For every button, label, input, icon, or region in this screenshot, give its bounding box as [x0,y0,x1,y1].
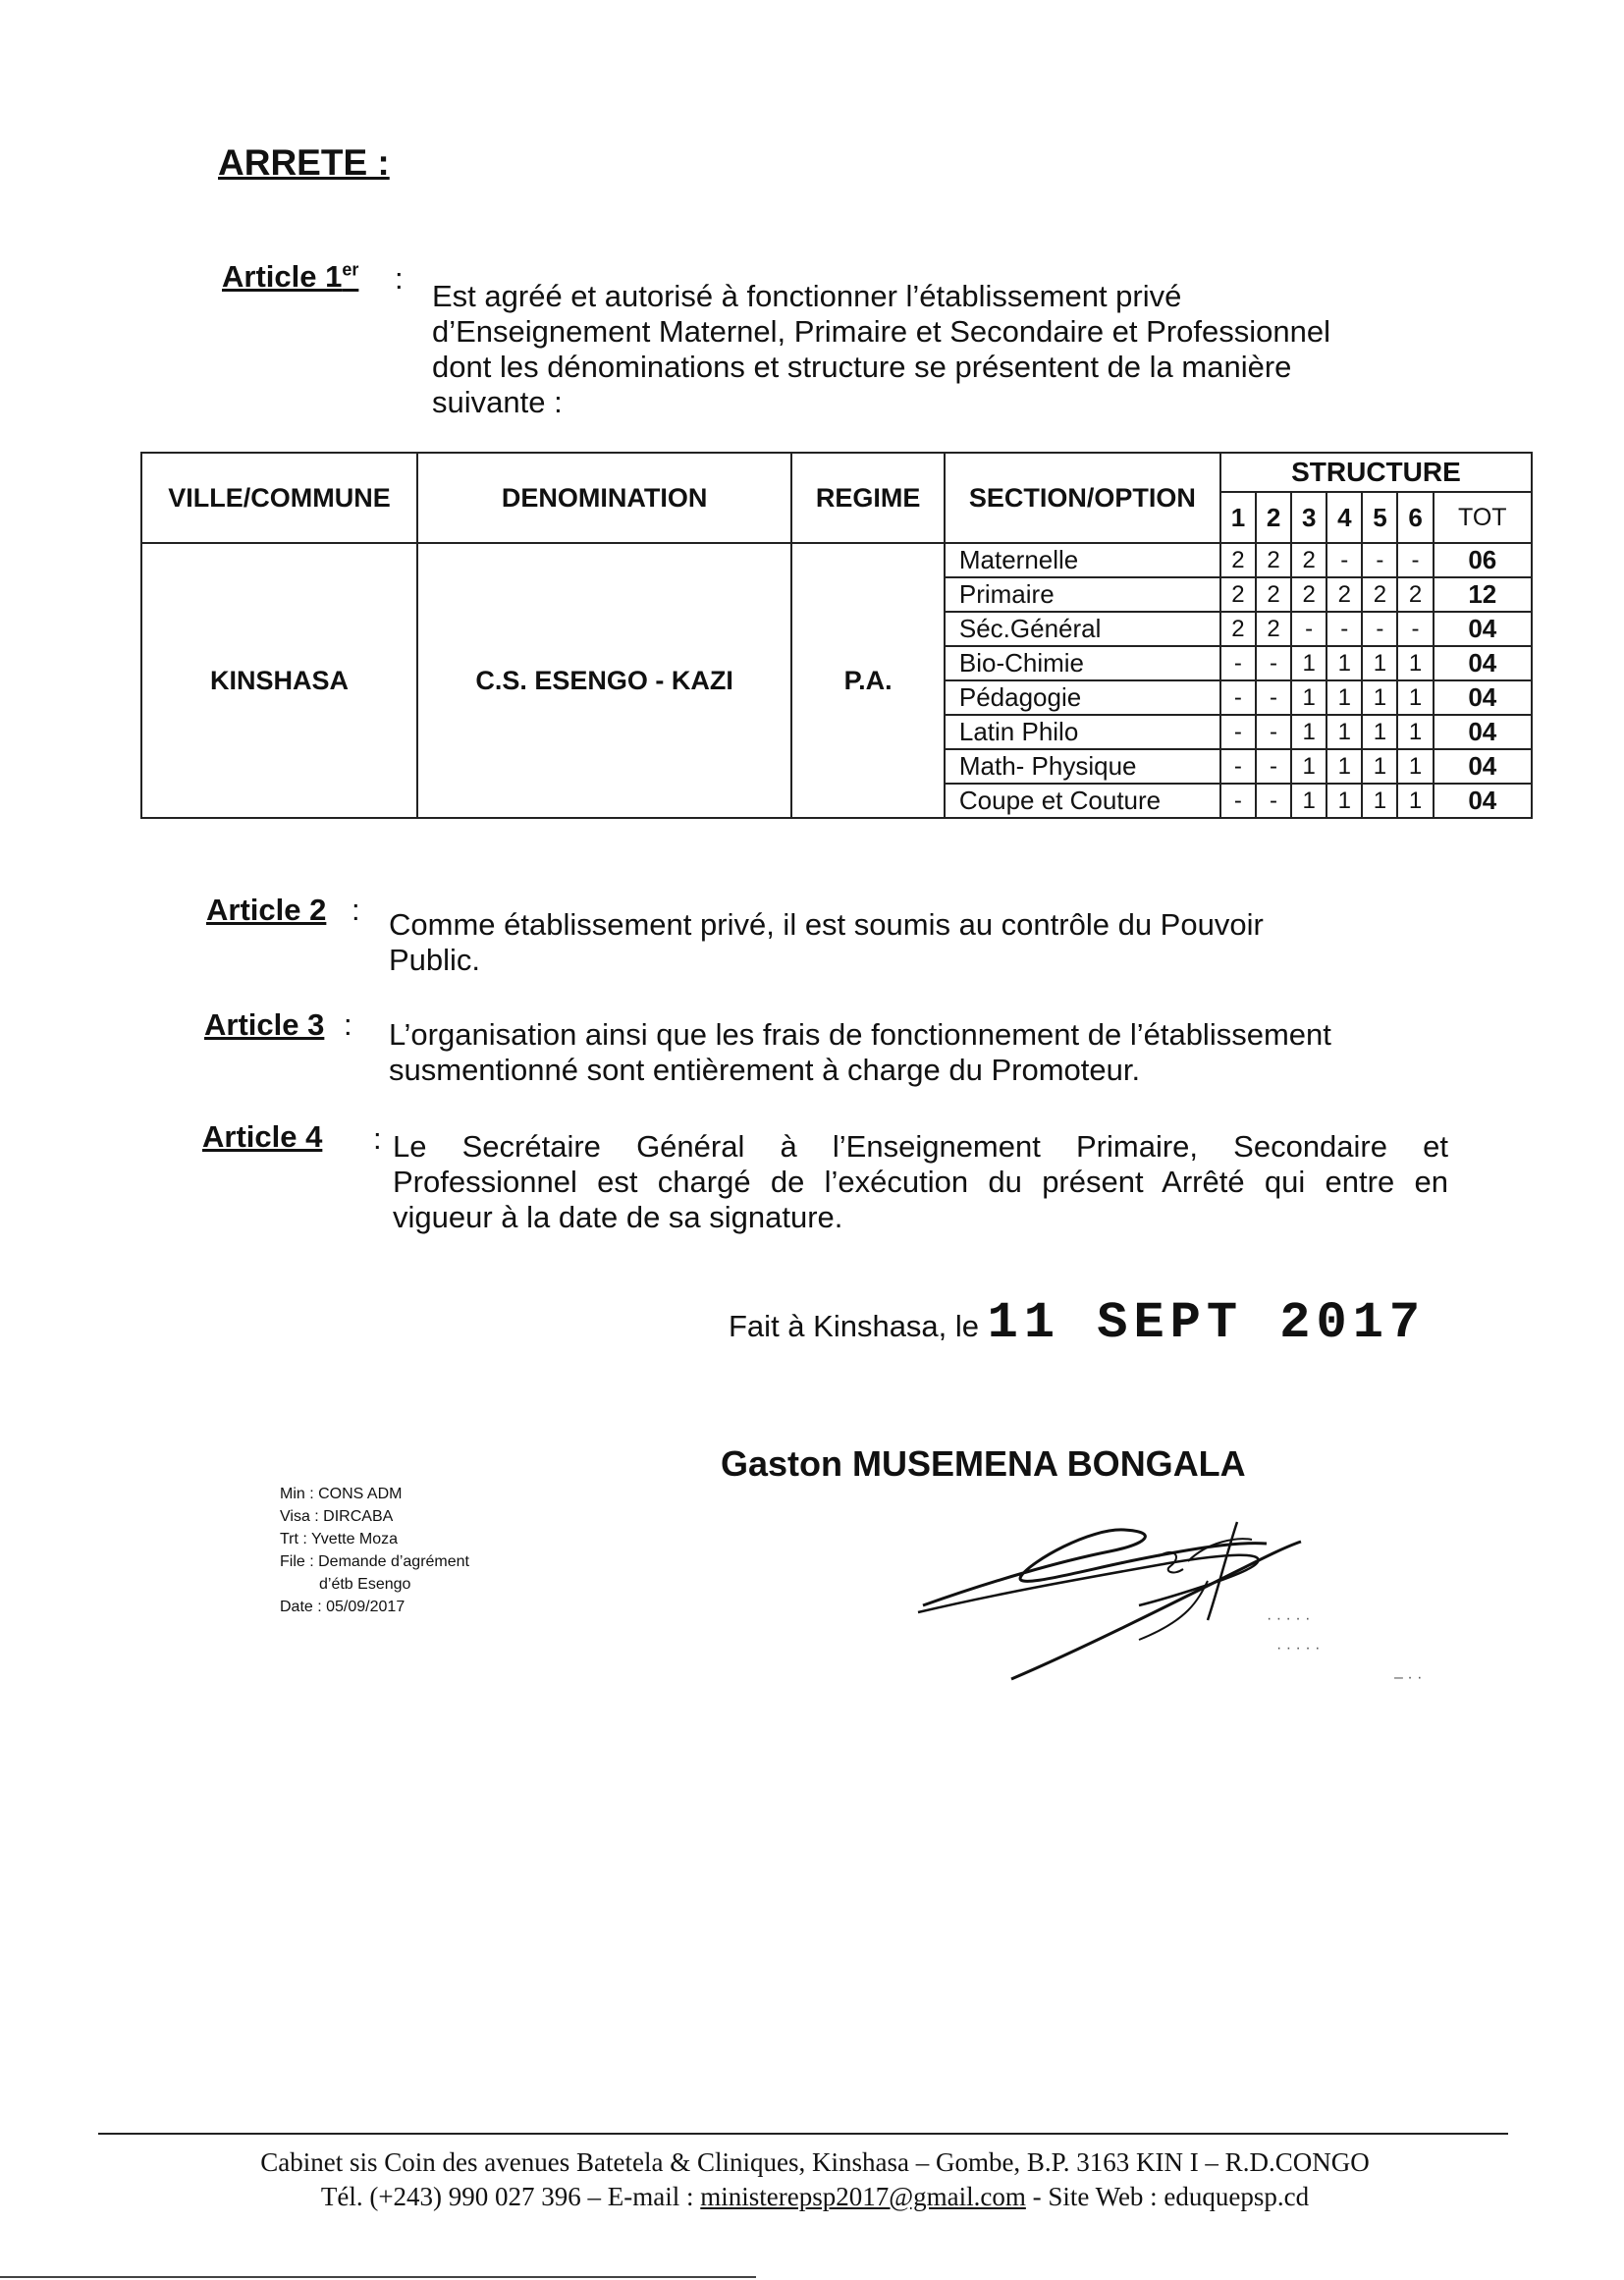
cell-section: Coupe et Couture [945,784,1220,818]
fait-text: Fait à Kinshasa, le [729,1309,980,1343]
cell-value: - [1397,612,1433,646]
cell-value: 2 [1220,577,1256,612]
cell-value: 1 [1362,784,1397,818]
article-1-line: suivante : [432,385,563,419]
date-stamp: 11 SEPT 2017 [987,1294,1427,1352]
article-3-label: Article 3 [204,1007,325,1042]
article-2-text [389,907,1371,978]
footer-divider [98,2133,1508,2135]
cell-value: 2 [1362,577,1397,612]
footer-address: Cabinet sis Coin des avenues Batetela & Cliniques, Kinshasa – Gombe, B.P. 3163 KIN I – R.D.CONGO [260,2147,1370,2177]
cell-value: 2 [1220,543,1256,577]
table-row [141,543,1532,577]
article-1-line: d’Enseignement Maternel, Primaire et Secondaire et Professionnel [432,314,1330,349]
cell-value: - [1362,612,1397,646]
cell-value: 2 [1256,612,1291,646]
header-col-3: 3 [1291,492,1326,543]
stamp-mark: · · · · · [1267,1610,1311,1627]
cell-value: 1 [1326,646,1362,680]
cell-section: Math- Physique [945,749,1220,784]
header-ville-commune: VILLE/COMMUNE [141,453,417,543]
article-2-label: Article 2 [206,893,327,927]
cell-value: 1 [1397,715,1433,749]
header-col-5: 5 [1362,492,1397,543]
cell-value: 2 [1220,612,1256,646]
cell-value: - [1362,543,1397,577]
cell-value: 1 [1326,784,1362,818]
cell-value: - [1256,715,1291,749]
cell-total: 04 [1434,749,1532,784]
cell-value: 1 [1326,680,1362,715]
article-3-colon: : [344,1007,352,1042]
cell-total: 04 [1434,646,1532,680]
article-1-text [432,279,1424,420]
header-section-option: SECTION/OPTION [945,453,1220,543]
cell-value: 1 [1291,680,1326,715]
stamp-mark: – · · [1394,1669,1423,1686]
footer [147,2145,1483,2214]
cell-total: 04 [1434,680,1532,715]
article-4-colon: : [373,1121,382,1156]
cell-value: 1 [1291,646,1326,680]
header-col-2: 2 [1256,492,1291,543]
article-4-line: vigueur à la date de sa signature. [393,1200,843,1234]
cell-value: - [1220,749,1256,784]
cell-value: - [1256,646,1291,680]
reference-block [280,1483,469,1618]
cell-value: 1 [1326,749,1362,784]
cell-section: Séc.Général [945,612,1220,646]
cell-value: 2 [1291,577,1326,612]
reference-line: Visa : DIRCABA [280,1508,394,1525]
cell-denomination: C.S. ESENGO - KAZI [417,543,791,818]
footer-phone: Tél. (+243) 990 027 396 – E-mail : [320,2182,694,2211]
signature-image [913,1502,1404,1699]
reference-line: Min : CONS ADM [280,1486,403,1502]
article-1-label [222,259,358,295]
reference-line: Date : 05/09/2017 [280,1599,406,1615]
cell-ville: KINSHASA [141,543,417,818]
article-1-colon: : [395,261,404,296]
cell-value: - [1256,680,1291,715]
reference-line: d’étb Esengo [319,1576,411,1593]
cell-value: 1 [1362,646,1397,680]
header-regime: REGIME [791,453,945,543]
header-denomination: DENOMINATION [417,453,791,543]
structure-table [140,452,1533,819]
article-4-line: Le Secrétaire Général à l’Enseignement Primaire, Secondaire et [393,1129,1448,1164]
cell-total: 04 [1434,715,1532,749]
cell-value: - [1220,680,1256,715]
article-4-text [393,1129,1448,1235]
header-col-6: 6 [1397,492,1433,543]
article-2-line: Public. [389,943,481,977]
reference-line: Trt : Yvette Moza [280,1531,399,1547]
cell-value: 2 [1326,577,1362,612]
cell-value: 1 [1397,646,1433,680]
cell-section: Maternelle [945,543,1220,577]
cell-value: 1 [1362,715,1397,749]
header-tot: TOT [1434,492,1532,543]
reference-line: File : Demande d’agrément [280,1553,469,1570]
cell-value: 1 [1362,749,1397,784]
cell-value: 2 [1397,577,1433,612]
article-4-line: Professionnel est chargé de l’exécution du présent Arrêté qui entre en [393,1165,1448,1199]
article-2-colon: : [352,893,360,927]
header-col-4: 4 [1326,492,1362,543]
place-date [729,1294,1426,1352]
cell-total: 06 [1434,543,1532,577]
article-1-line: Est agréé et autorisé à fonctionner l’établissement privé [432,279,1182,313]
cell-regime: P.A. [791,543,945,818]
cell-value: 1 [1397,680,1433,715]
header-structure: STRUCTURE [1220,453,1532,492]
article-3-line: susmentionné sont entièrement à charge du Promoteur. [389,1053,1141,1087]
article-3-text [389,1017,1439,1088]
article-1-sup: er [342,259,359,280]
article-1-label-text: Article 1 [222,259,343,294]
cell-total: 12 [1434,577,1532,612]
article-1-line: dont les dénominations et structure se présentent de la manière [432,350,1292,384]
cell-value: 1 [1362,680,1397,715]
article-3-line: L’organisation ainsi que les frais de fonctionnement de l’établissement [389,1017,1331,1052]
cell-value: 1 [1291,749,1326,784]
footer-contact [147,2180,1483,2214]
article-2-line: Comme établissement privé, il est soumis au contrôle du Pouvoir [389,907,1264,942]
cell-section: Primaire [945,577,1220,612]
page-bottom-rule [0,2276,756,2278]
cell-value: 1 [1291,784,1326,818]
cell-value: - [1220,646,1256,680]
footer-email-link[interactable]: ministerepsp2017@gmail.com [700,2182,1026,2211]
header-col-1: 1 [1220,492,1256,543]
cell-value: - [1220,784,1256,818]
cell-section: Latin Philo [945,715,1220,749]
stamp-mark: · · · · · [1276,1640,1321,1656]
cell-value: - [1220,715,1256,749]
cell-value: - [1256,749,1291,784]
cell-value: - [1256,784,1291,818]
cell-value: 1 [1397,749,1433,784]
cell-value: 2 [1256,577,1291,612]
cell-value: 1 [1326,715,1362,749]
cell-total: 04 [1434,784,1532,818]
cell-value: 2 [1256,543,1291,577]
cell-section: Pédagogie [945,680,1220,715]
signatory-name: Gaston MUSEMENA BONGALA [721,1443,1246,1484]
article-4-label: Article 4 [202,1119,323,1154]
cell-section: Bio-Chimie [945,646,1220,680]
page-heading: ARRETE : [218,142,390,183]
cell-value: - [1326,543,1362,577]
cell-value: 2 [1291,543,1326,577]
cell-value: - [1326,612,1362,646]
cell-value: 1 [1397,784,1433,818]
cell-value: 1 [1291,715,1326,749]
cell-value: - [1397,543,1433,577]
cell-value: - [1291,612,1326,646]
cell-total: 04 [1434,612,1532,646]
footer-website: - Site Web : eduquepsp.cd [1032,2182,1310,2211]
